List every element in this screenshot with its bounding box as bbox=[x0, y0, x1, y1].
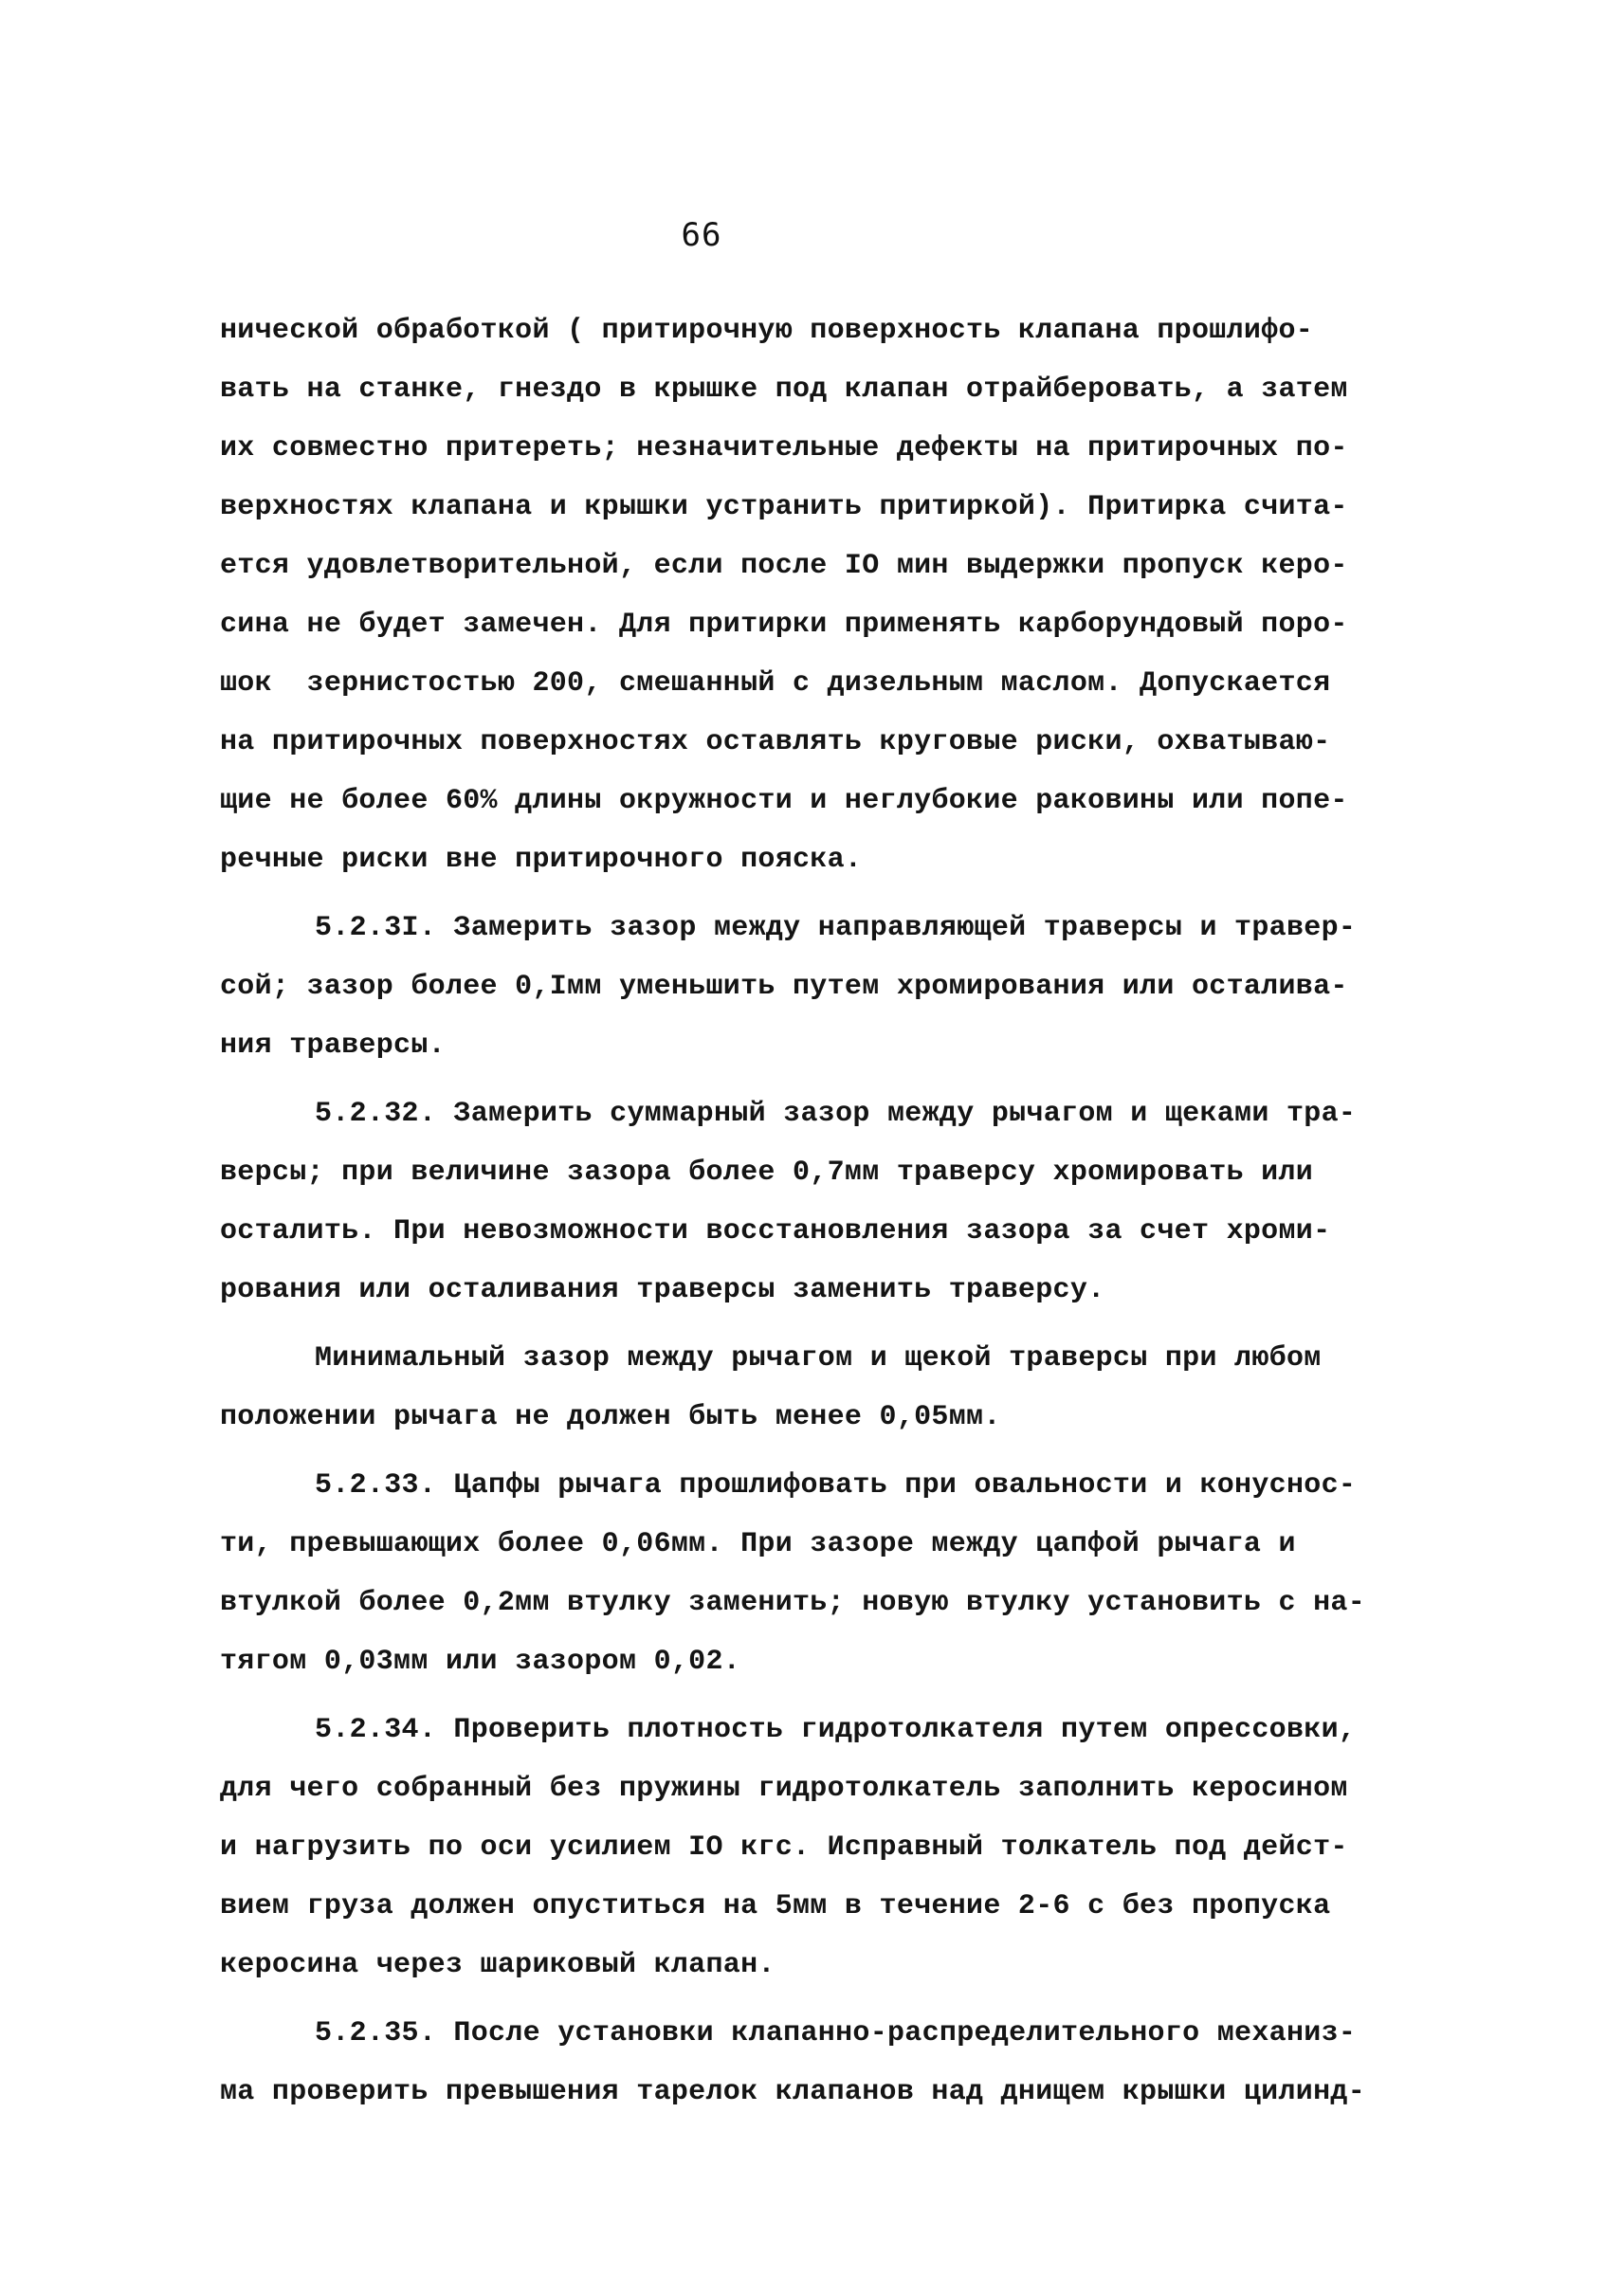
text-line: ется удовлетворительной, если после IO мин выдержки пропуск керо- bbox=[220, 550, 1348, 582]
text-line: верхностях клапана и крышки устранить притиркой). Притирка счита- bbox=[220, 491, 1348, 523]
text-line: втулкой более 0,2мм втулку заменить; новую втулку установить с на- bbox=[220, 1587, 1365, 1619]
text-line: Минимальный зазор между рычагом и щекой траверсы при любом bbox=[315, 1342, 1322, 1375]
body-text bbox=[220, 301, 1443, 2122]
text-line: 5.2.34. Проверить плотность гидротолкателя путем опрессовки, bbox=[315, 1714, 1357, 1746]
text-line: положении рычага не должен быть менее 0,05мм. bbox=[220, 1401, 1001, 1433]
text-line: вать на станке, гнездо в крышке под клапан отрайберовать, а затем bbox=[220, 373, 1348, 406]
text-line: ти, превышающих более 0,06мм. При зазоре между цапфой рычага и bbox=[220, 1528, 1296, 1560]
text-line: вием груза должен опуститься на 5мм в течение 2-6 с без пропуска bbox=[220, 1890, 1331, 1922]
text-line: тягом 0,03мм или зазором 0,02. bbox=[220, 1646, 741, 1678]
text-line: и нагрузить по оси усилием IO кгс. Исправный толкатель под дейст- bbox=[220, 1831, 1348, 1864]
text-line: сой; зазор более 0,Iмм уменьшить путем хромирования или осталива- bbox=[220, 971, 1348, 1003]
text-line: щие не более 60% длины окружности и неглубокие раковины или попе- bbox=[220, 785, 1348, 817]
text-line: 5.2.35. После установки клапанно-распределительного механиз- bbox=[315, 2017, 1357, 2049]
text-line: керосина через шариковый клапан. bbox=[220, 1949, 776, 1981]
text-line: шок зернистостью 200, смешанный с дизельным маслом. Допускается bbox=[220, 667, 1331, 700]
text-line: 5.2.33. Цапфы рычага прошлифовать при овальности и конуснос- bbox=[315, 1469, 1357, 1502]
text-line: речные риски вне притирочного пояска. bbox=[220, 844, 863, 876]
text-line: 5.2.32. Замерить суммарный зазор между рычагом и щеками тра- bbox=[315, 1098, 1357, 1130]
text-line: для чего собранный без пружины гидротолкатель заполнить керосином bbox=[220, 1773, 1348, 1805]
text-line: осталить. При невозможности восстановления зазора за счет хроми- bbox=[220, 1215, 1331, 1248]
text-line: сина не будет замечен. Для притирки применять карборундовый поро- bbox=[220, 609, 1348, 641]
text-line: нической обработкой ( притирочную поверхность клапана прошлифо- bbox=[220, 315, 1314, 347]
text-line: версы; при величине зазора более 0,7мм траверсу хромировать или bbox=[220, 1157, 1314, 1189]
text-line: ния траверсы. bbox=[220, 1029, 446, 1062]
text-line: рования или осталивания траверсы заменить траверсу. bbox=[220, 1274, 1105, 1306]
text-line: ма проверить превышения тарелок клапанов над днищем крышки цилинд- bbox=[220, 2076, 1365, 2108]
text-line: 5.2.3I. Замерить зазор между направляющей траверсы и травер- bbox=[315, 912, 1357, 944]
page-number: 66 bbox=[681, 216, 722, 254]
text-line: на притирочных поверхностях оставлять круговые риски, охватываю- bbox=[220, 726, 1331, 758]
text-line: их совместно притереть; незначительные дефекты на притирочных по- bbox=[220, 432, 1348, 464]
